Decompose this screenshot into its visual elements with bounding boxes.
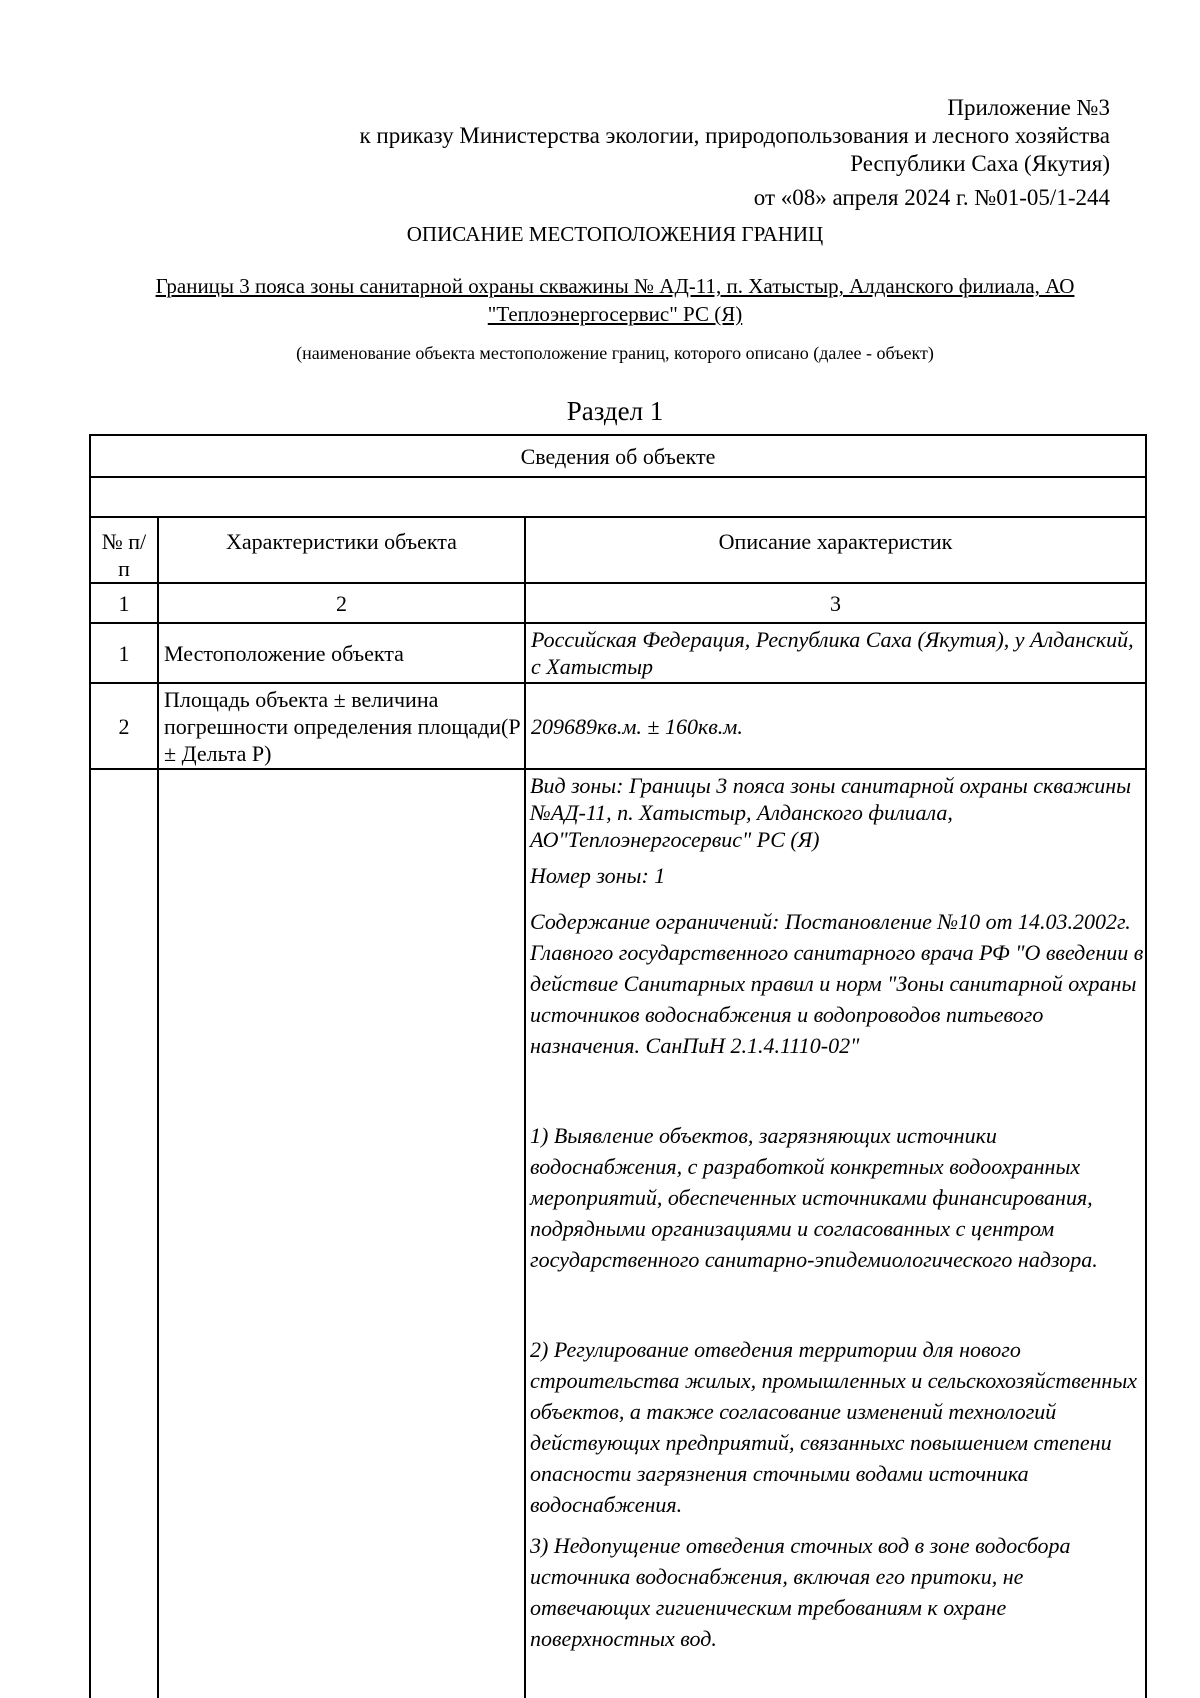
document-title: ОПИСАНИЕ МЕСТОПОЛОЖЕНИЯ ГРАНИЦ xyxy=(406,222,824,246)
zone-restrictions: Содержание ограничений: Постановление №10 от 14.03.2002г. Главного государственного санитарного врача РФ "О введении в действие Санитарных правил и норм "Зоны санитарной охраны источников водоснабжения и водопроводов питьевого назначения. СанПиН 2.1.4.1110-02" xyxy=(530,909,1144,1058)
col-number-1: 1 xyxy=(89,582,159,624)
row-2-num: 2 xyxy=(89,682,159,770)
row-1-num: 1 xyxy=(89,622,159,684)
zone-number: Номер зоны: 1 xyxy=(530,863,666,888)
row-2-description: 209689кв.м. ± 160кв.м. xyxy=(524,682,1147,770)
restriction-item-3: 3) Недопущение отведения сточных вод в зоне водосбора источника водоснабжения, включая его притоки, не отвечающих гигиеническим требованиям к охране поверхностных вод. xyxy=(530,1533,1071,1651)
col-number-3: 3 xyxy=(524,582,1147,624)
row-1-description: Российская Федерация, Республика Саха (Якутия), у Алданский, с Хатыстыр xyxy=(524,622,1147,684)
col-header-description: Описание характеристик xyxy=(524,516,1147,584)
appendix-number: Приложение №3 xyxy=(947,95,1110,120)
col-header-num: № п/п xyxy=(89,516,159,584)
row-3-border-right xyxy=(1145,768,1147,1698)
object-name-line2: "Теплоэнергосервис" РС (Я) xyxy=(487,302,743,326)
col-number-2: 2 xyxy=(157,582,526,624)
republic-name: Республики Саха (Якутия) xyxy=(850,151,1110,176)
row-3-border-col3 xyxy=(524,768,526,1698)
row-2-characteristic: Площадь объекта ± величина погрешности определения площади(P ± Дельта P) xyxy=(157,682,526,770)
row-3-border-left xyxy=(89,768,91,1698)
order-date: от «08» апреля 2024 г. №01-05/1-244 xyxy=(753,185,1110,210)
row-3-border-col2 xyxy=(157,768,159,1698)
table-caption: Сведения об объекте xyxy=(89,434,1147,478)
section-title: Раздел 1 xyxy=(566,396,664,426)
table-empty-row xyxy=(89,476,1147,518)
restriction-item-1: 1) Выявление объектов, загрязняющих источники водоснабжения, с разработкой конкретных водоохранных мероприятий, обеспеченных источниками финансирования, подрядными организациями и согласованных с центром государственного санитарно-эпидемиологического надзора. xyxy=(530,1123,1098,1272)
zone-type: Вид зоны: Границы 3 пояса зоны санитарной охраны скважины №АД-11, п. Хатыстыр, Алданского филиала, АО"Теплоэнергосервис" РС (Я) xyxy=(530,773,1132,852)
order-reference: к приказу Министерства экологии, природопользования и лесного хозяйства xyxy=(359,123,1110,148)
object-name xyxy=(0,272,1200,328)
object-name-line1: Границы 3 пояса зоны санитарной охраны скважины № АД-11, п. Хатыстыр, Алданского филиала, АО xyxy=(155,274,1075,298)
col-header-characteristic: Характеристики объекта xyxy=(157,516,526,584)
row-1-characteristic: Местоположение объекта xyxy=(157,622,526,684)
object-caption: (наименование объекта местоположение границ, которого описано (далее - объект) xyxy=(296,343,934,363)
restriction-item-2: 2) Регулирование отведения территории для нового строительства жилых, промышленных и сельскохозяйственных объектов, а также согласование изменений технологий действующих предприятий, связанныхс повышением степени опасности загрязнения сточными водами источника водоснабжения. xyxy=(530,1337,1138,1517)
